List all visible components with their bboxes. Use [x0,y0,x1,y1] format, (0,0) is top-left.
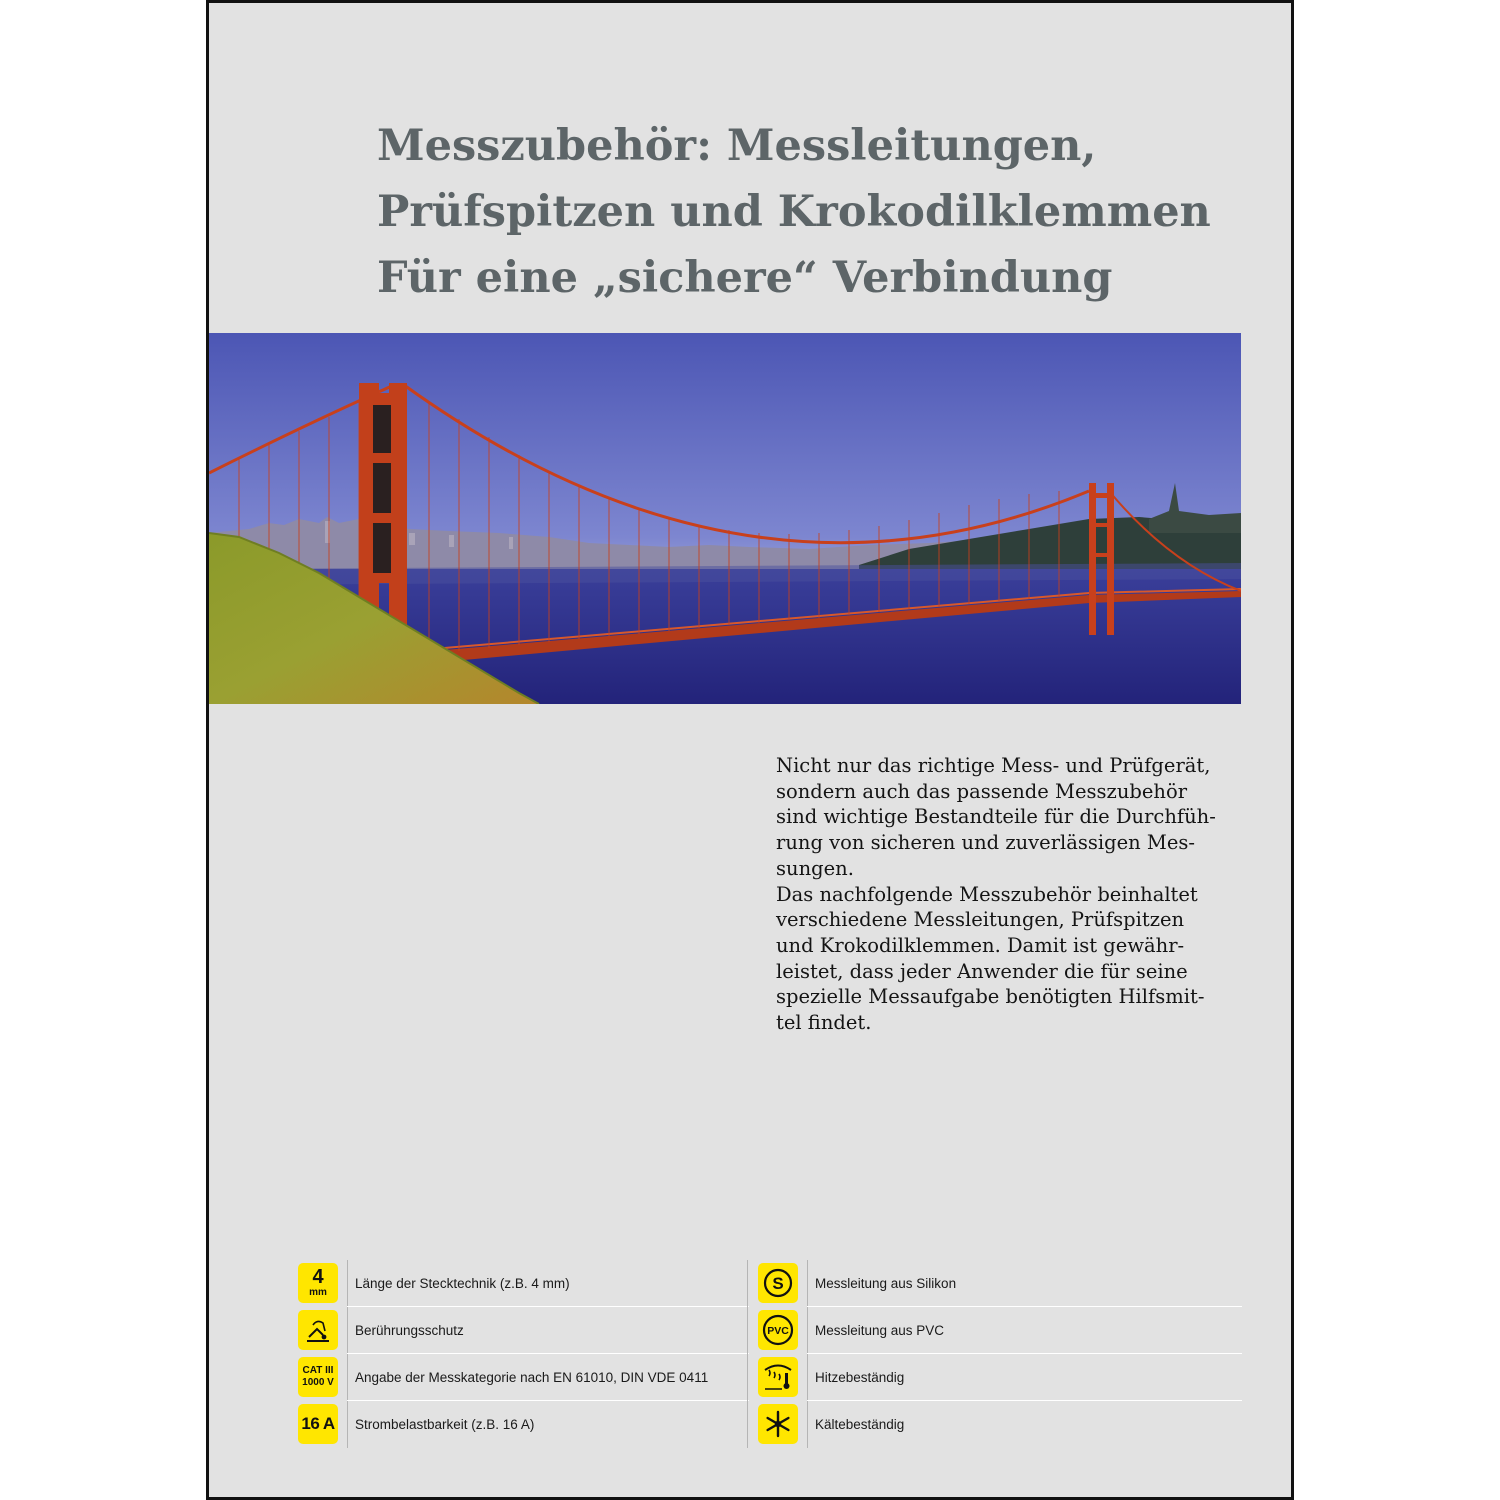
intro-line: Nicht nur das richtige Mess- und Prüfgerät, [776,754,1211,777]
touch-protection-icon [298,1310,338,1350]
legend-row [749,1260,956,1306]
legend-column-left [289,1260,749,1448]
intro-line: sondern auch das passende Messzubehör [776,779,1188,803]
golden-gate-bridge-photo [209,333,1241,704]
pvc-icon [758,1310,798,1350]
legend-row [289,1260,570,1306]
title-line: Messzubehör: Messleitungen, [377,121,1097,171]
intro-line: sind wichtige Bestandteile für die Durchfüh- [776,805,1216,829]
legend-label: Messleitung aus Silikon [815,1275,957,1291]
legend-label: Messleitung aus PVC [815,1322,945,1338]
intro-line: spezielle Messaufgabe benötigten Hilfsmit- [776,985,1205,1009]
legend-row [289,1354,708,1400]
current-16a-icon: 16 A [298,1404,338,1444]
intro-line: rung von sicheren und zuverlässigen Mes- [776,831,1196,855]
intro-line: und Krokodilklemmen. Damit ist gewähr- [776,933,1185,957]
legend-label: Hitzebeständig [815,1369,905,1385]
legend-label: Angabe der Messkategorie nach EN 61010, DIN VDE 0411 [355,1369,709,1385]
legend-label: Länge der Stecktechnik (z.B. 4 mm) [355,1275,570,1291]
svg-text:S: S [772,1274,784,1293]
legend-row [749,1307,944,1353]
plug-length-4mm-icon: 4 mm [298,1263,338,1303]
title-line: Prüfspitzen und Krokodilklemmen [377,187,1211,237]
intro-text [776,753,1226,1036]
legend-row [749,1401,904,1447]
legend-divider [747,1260,748,1448]
cold-resistant-icon [758,1404,798,1444]
intro-line: sungen. [776,856,854,880]
legend-label: Kältebeständig [815,1416,905,1432]
legend-row [749,1354,904,1400]
heat-resistant-icon [758,1357,798,1397]
intro-line: verschiedene Messleitungen, Prüfspitzen [776,908,1185,932]
legend-label: Berührungsschutz [355,1322,464,1338]
page-title [377,113,1211,311]
legend-row [289,1307,464,1353]
svg-text:PVC: PVC [767,1325,789,1337]
catalog-page [206,0,1294,1500]
intro-line: Das nachfolgende Messzubehör beinhaltet [776,882,1198,906]
intro-line: tel findet. [776,1011,872,1035]
legend-column-right [747,1260,1242,1448]
cat-iii-1000v-icon: CAT III 1000 V [298,1357,338,1397]
silicone-icon [758,1263,798,1303]
legend-label: Strombelastbarkeit (z.B. 16 A) [355,1416,535,1432]
intro-line: leistet, dass jeder Anwender die für seine [776,959,1188,983]
title-line: Für eine „sichere“ Verbindung [377,253,1113,303]
symbol-legend [289,1260,1242,1448]
legend-row [289,1401,534,1447]
